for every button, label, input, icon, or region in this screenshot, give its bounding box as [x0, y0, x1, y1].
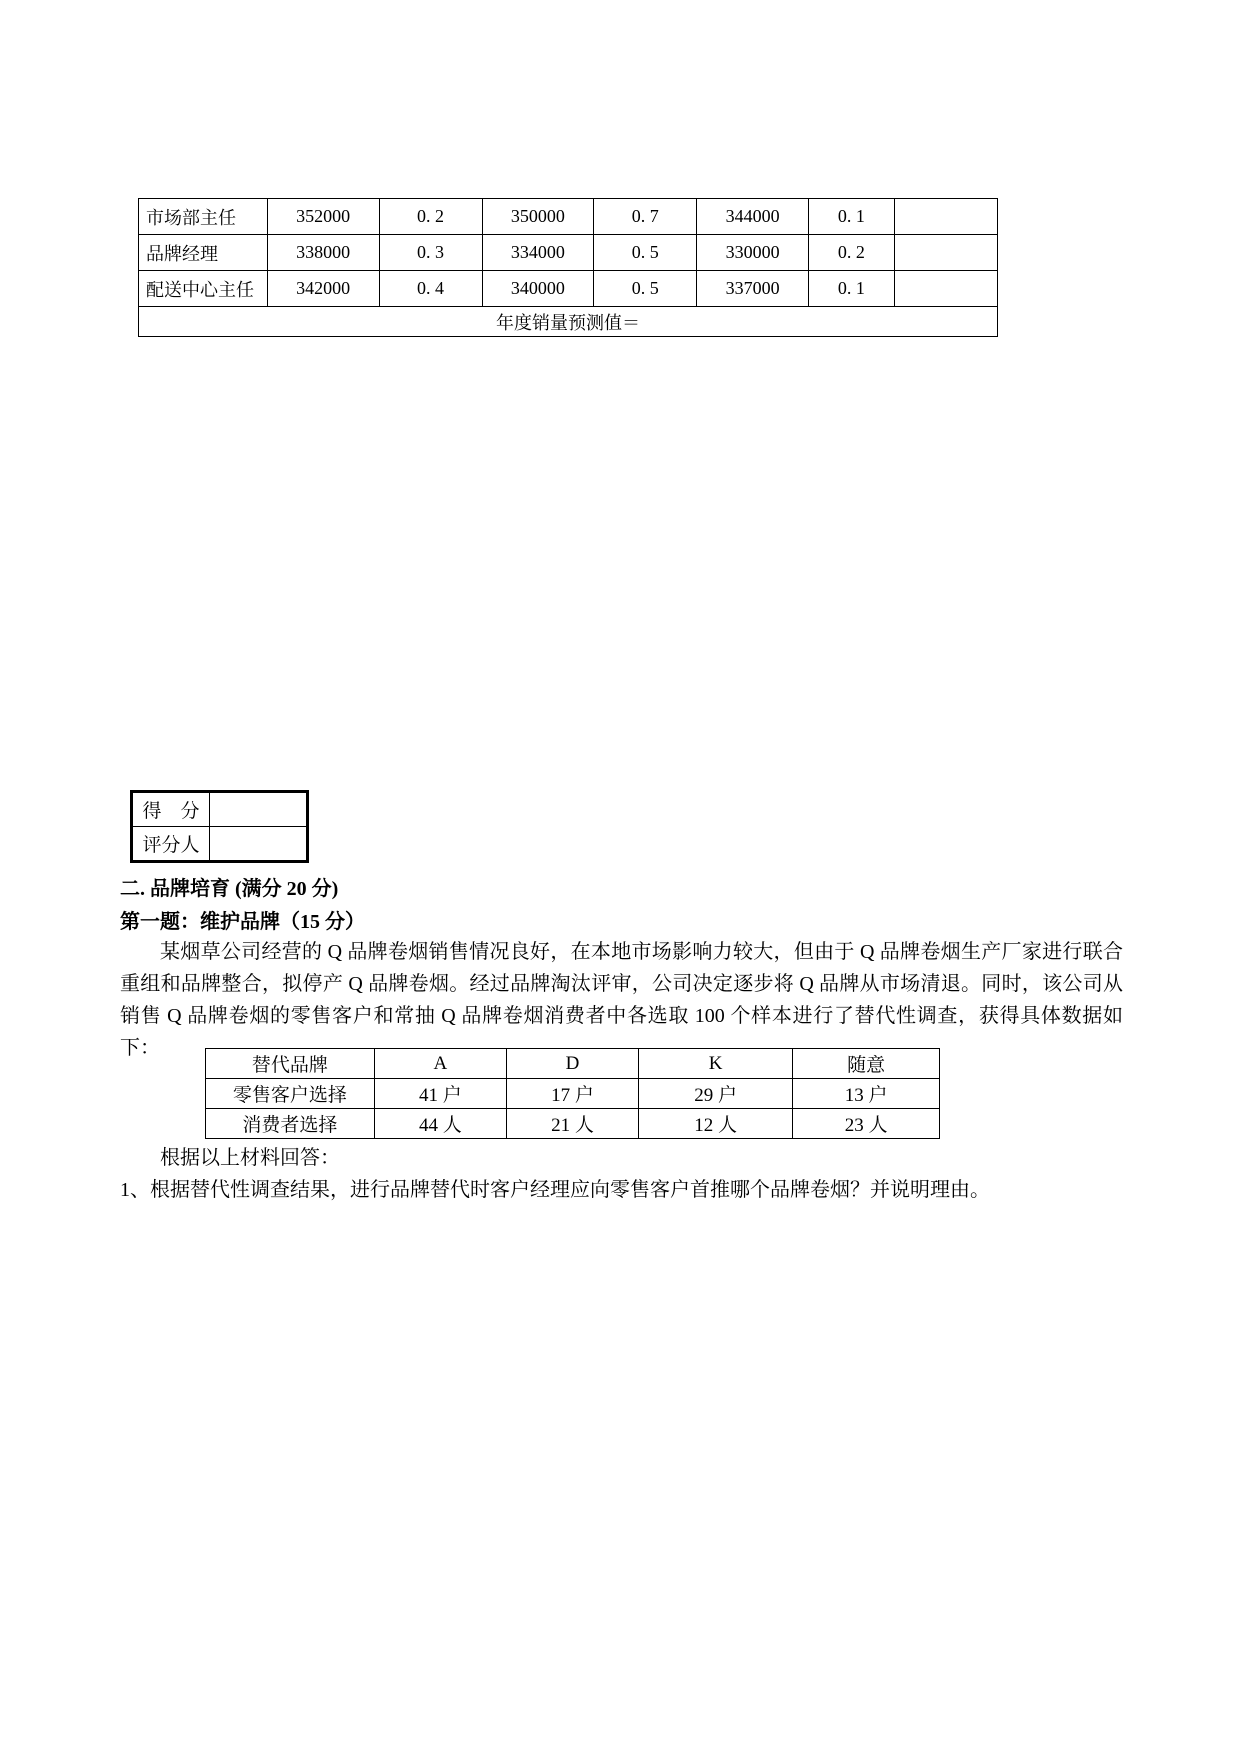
- table-cell: [894, 199, 997, 235]
- table-cell: 0. 1: [808, 271, 894, 307]
- table-header-cell: 随意: [793, 1049, 940, 1079]
- table-row: [132, 792, 308, 827]
- table-cell: 12 人: [639, 1109, 793, 1139]
- intro-paragraph: 某烟草公司经营的 Q 品牌卷烟销售情况良好，在本地市场影响力较大，但由于 Q 品牌卷烟生产厂家进行联合重组和品牌整合，拟停产 Q 品牌卷烟。经过品牌淘汰评审，公司决定逐步将 Q 品牌从市场清退。同时，该公司从销售 Q 品牌卷烟的零售客户和常抽 Q 品牌卷烟消费者中各选取 100 个样本进行了替代性调查，获得具体数据如下：: [120, 941, 1123, 1059]
- table-cell: 17 户: [506, 1079, 638, 1109]
- table-header-cell: A: [374, 1049, 506, 1079]
- table-cell: 342000: [267, 271, 379, 307]
- table-cell: 0. 1: [808, 199, 894, 235]
- table-cell: 330000: [697, 235, 809, 271]
- table-header-row: [206, 1049, 940, 1079]
- table-cell: 13 户: [793, 1079, 940, 1109]
- question-1: 1、根据替代性调查结果，进行品牌替代时客户经理应向零售客户首推哪个品牌卷烟？并说明理由。: [120, 1179, 990, 1201]
- table-cell: 338000: [267, 235, 379, 271]
- table-row: [206, 1109, 940, 1139]
- table-cell: 21 人: [506, 1109, 638, 1139]
- table-header-cell: K: [639, 1049, 793, 1079]
- table-cell: 334000: [482, 235, 594, 271]
- table-cell: 340000: [482, 271, 594, 307]
- table-header-cell: 替代品牌: [206, 1049, 375, 1079]
- table-row: [139, 199, 998, 235]
- table-cell: 23 人: [793, 1109, 940, 1139]
- table-cell: 344000: [697, 199, 809, 235]
- score-value: [210, 792, 308, 827]
- table-cell: 市场部主任: [139, 199, 268, 235]
- forecast-table: [138, 198, 998, 337]
- table-cell: [894, 235, 997, 271]
- table-cell: 0. 5: [594, 271, 697, 307]
- table-cell: 0. 7: [594, 199, 697, 235]
- table-cell: 0. 2: [808, 235, 894, 271]
- table-cell: 29 户: [639, 1079, 793, 1109]
- table-cell: 0. 3: [379, 235, 482, 271]
- table-row: [139, 271, 998, 307]
- table-cell: 337000: [697, 271, 809, 307]
- table-cell: 消费者选择: [206, 1109, 375, 1139]
- table-row: [139, 307, 998, 337]
- score-box: [130, 790, 309, 863]
- table-cell: 0. 4: [379, 271, 482, 307]
- table-row: [206, 1079, 940, 1109]
- table-row: [132, 827, 308, 862]
- question-heading: 第一题：维护品牌（15 分）: [120, 911, 365, 933]
- table-cell: 350000: [482, 199, 594, 235]
- grader-label: 评分人: [132, 827, 210, 862]
- table-cell: 41 户: [374, 1079, 506, 1109]
- section-heading: 二. 品牌培育 (满分 20 分): [120, 878, 339, 900]
- table-cell: 零售客户选择: [206, 1079, 375, 1109]
- table-cell: 352000: [267, 199, 379, 235]
- table-row: [139, 235, 998, 271]
- survey-table: [205, 1048, 940, 1139]
- score-label: 得 分: [132, 792, 210, 827]
- forecast-footer-cell: 年度销量预测值＝: [139, 307, 998, 337]
- table-header-cell: D: [506, 1049, 638, 1079]
- table-cell: 0. 5: [594, 235, 697, 271]
- table-cell: 0. 2: [379, 199, 482, 235]
- table-cell: 配送中心主任: [139, 271, 268, 307]
- table-cell: 44 人: [374, 1109, 506, 1139]
- table-cell: 品牌经理: [139, 235, 268, 271]
- after-table-text: 根据以上材料回答：: [160, 1147, 340, 1169]
- table-cell: [894, 271, 997, 307]
- grader-value: [210, 827, 308, 862]
